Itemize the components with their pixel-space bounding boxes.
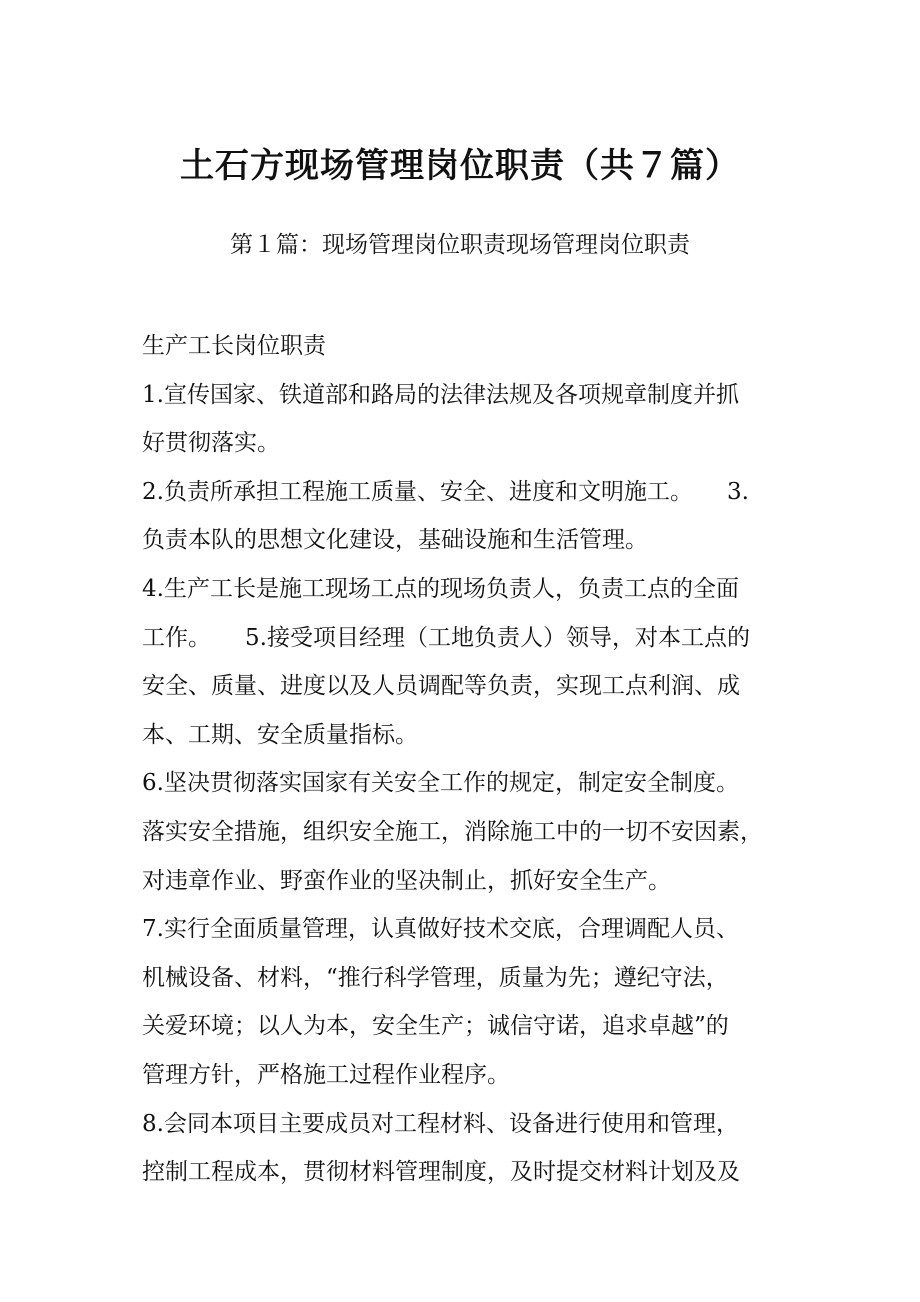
body-line: 机械设备、材料，“推行科学管理，质量为先；遵纪守法， [142, 964, 729, 991]
document-subtitle: 第１篇：现场管理岗位职责现场管理岗位职责 [230, 232, 690, 258]
body-line: 安全、质量、进度以及人员调配等负责，实现工点利润、成 [142, 673, 740, 700]
body-line: 负责本队的思想文化建设，基础设施和生活管理。 [142, 527, 648, 554]
body-line: 4.生产工长是施工现场工点的现场负责人，负责工点的全面 [142, 575, 739, 602]
body-line: 7.实行全面质量管理，认真做好技术交底，合理调配人员、 [142, 916, 739, 943]
body-line: 对违章作业、野蛮作业的坚决制止，抓好安全生产。 [142, 867, 671, 894]
body-line: 1.宣传国家、铁道部和路局的法律法规及各项规章制度并抓 [142, 381, 739, 408]
body-line [142, 468, 812, 517]
body-line: 控制工程成本，贯彻材料管理制度，及时提交材料计划及及 [142, 1159, 740, 1186]
body-line-segment: 3. [726, 478, 749, 505]
body-line: 8.会同本项目主要成员对工程材料、设备进行使用和管理， [142, 1110, 739, 1137]
body-line: 落实安全措施，组织安全施工，消除施工中的一切不安因素， [142, 818, 763, 845]
body-line: 好贯彻落实。 [142, 430, 280, 457]
body-line: 本、工期、安全质量指标。 [142, 721, 418, 748]
body-line-segment: 工作。 [142, 624, 211, 651]
body-line: 管理方针，严格施工过程作业程序。 [142, 1061, 510, 1088]
body-line-segment: 2.负责所承担工程施工质量、安全、进度和文明施工。 [142, 478, 693, 505]
document-title: 土石方现场管理岗位职责（共７篇） [180, 146, 740, 186]
body-line [142, 614, 812, 663]
document-body [142, 322, 812, 1197]
section-heading: 生产工长岗位职责 [142, 333, 326, 359]
body-line: 关爱环境；以人为本，安全生产；诚信守诺，追求卓越”的 [142, 1013, 729, 1040]
body-line: 6.坚决贯彻落实国家有关安全工作的规定，制定安全制度。 [142, 770, 739, 797]
body-line-segment: 5.接受项目经理（工地负责人）领导，对本工点的 [245, 624, 750, 651]
